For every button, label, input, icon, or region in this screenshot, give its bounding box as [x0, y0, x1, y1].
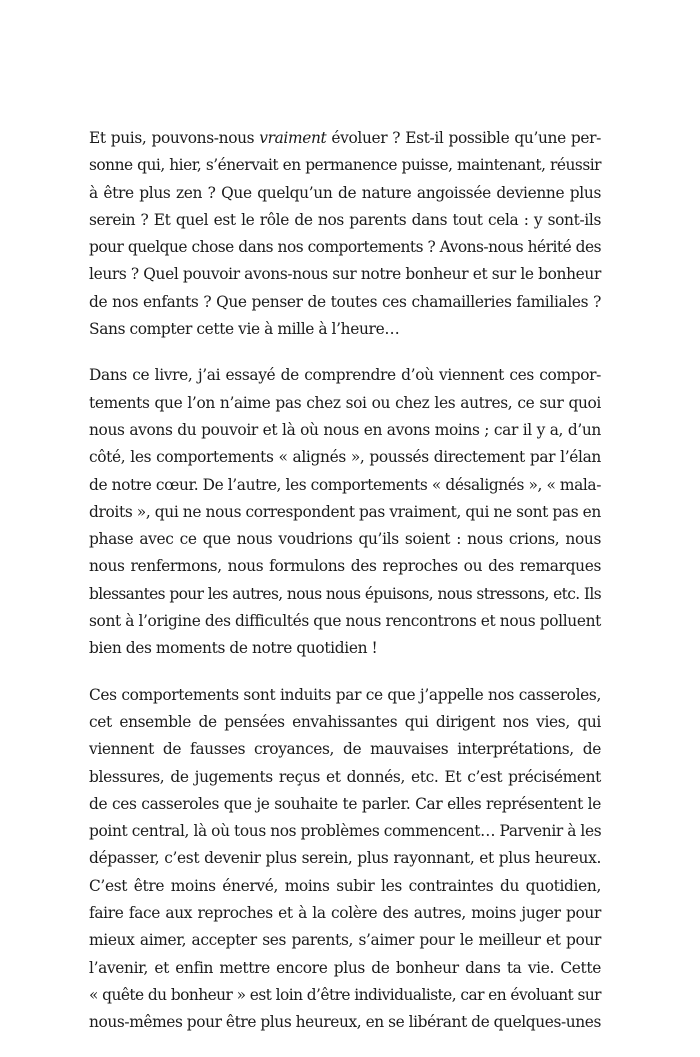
text-line: « quête du bonheur » est loin d’être individualiste, car en évoluant sur — [89, 985, 601, 1004]
text-line — [89, 125, 601, 152]
text-line: de ces casseroles que je souhaite te parler. Car elles représentent le — [89, 794, 601, 813]
text-line: à être plus zen ? Que quelqu’un de nature angoissée devienne plus — [89, 183, 601, 202]
text-line: droits », qui ne nous correspondent pas vraiment, qui ne sont pas en — [89, 502, 601, 521]
text-line: blessures, de jugements reçus et donnés, etc. Et c’est précisément — [89, 767, 601, 786]
text-line: dépasser, c’est devenir plus serein, plus rayonnant, et plus heureux. — [89, 849, 601, 868]
text-line: mieux aimer, accepter ses parents, s’aimer pour le meilleur et pour — [89, 931, 601, 950]
text-line: nous avons du pouvoir et là où nous en avons moins ; car il y a, d’un — [89, 420, 601, 439]
text-line: faire face aux reproches et à la colère des autres, moins juger pour — [89, 904, 601, 923]
text-line: blessantes pour les autres, nous nous épuisons, nous stressons, etc. Ils — [89, 584, 601, 603]
text-line: pour quelque chose dans nos comportements ? Avons-nous hérité des — [89, 238, 601, 257]
text-line: cet ensemble de pensées envahissantes qui dirigent nos vies, qui — [89, 712, 601, 731]
text-line: serein ? Et quel est le rôle de nos parents dans tout cela : y sont-ils — [89, 210, 601, 229]
text-line: bien des moments de notre quotidien ! — [89, 639, 378, 658]
text-line: Ces comportements sont induits par ce que j’appelle nos casseroles, — [89, 685, 601, 704]
text-span: Et puis, pouvons-nous — [89, 129, 260, 147]
body-text — [89, 125, 601, 1056]
text-span: évoluer ? Est-il possible qu’une per- — [326, 129, 601, 147]
text-line: point central, là où tous nos problèmes commencent… Parvenir à les — [89, 822, 602, 841]
text-line: tements que l’on n’aime pas chez soi ou chez les autres, ce sur quoi — [89, 393, 601, 412]
paragraph-3 — [89, 682, 601, 1037]
text-line: côté, les comportements « alignés », poussés directement par l’élan — [89, 448, 601, 467]
text-line: l’avenir, et enfin mettre encore plus de bonheur dans ta vie. Cette — [89, 958, 601, 977]
text-line: de notre cœur. De l’autre, les comportements « désalignés », « mala- — [89, 475, 601, 494]
text-line: Sans compter cette vie à mille à l’heure… — [89, 320, 400, 339]
text-line: phase avec ce que nous voudrions qu’ils soient : nous crions, nous — [89, 530, 601, 549]
text-line: sonne qui, hier, s’énervait en permanence puisse, maintenant, réussir — [89, 156, 601, 175]
text-line: de nos enfants ? Que penser de toutes ces chamailleries familiales ? — [89, 292, 601, 311]
text-line: Dans ce livre, j’ai essayé de comprendre d’où viennent ces compor- — [89, 366, 601, 385]
text-line: viennent de fausses croyances, de mauvaises interprétations, de — [89, 740, 601, 759]
text-line: leurs ? Quel pouvoir avons-nous sur notre bonheur et sur le bonheur — [89, 265, 601, 284]
emphasis-vraiment: vraiment — [259, 129, 327, 147]
paragraph-1 — [89, 125, 601, 343]
text-line: C’est être moins énervé, moins subir les contraintes du quotidien, — [89, 876, 601, 895]
text-line: nous-mêmes pour être plus heureux, en se libérant de quelques-unes — [89, 1013, 601, 1032]
paragraph-2 — [89, 362, 601, 662]
text-line: nous renfermons, nous formulons des reproches ou des remarques — [89, 557, 601, 576]
text-line: sont à l’origine des difficultés que nous rencontrons et nous polluent — [89, 612, 601, 631]
